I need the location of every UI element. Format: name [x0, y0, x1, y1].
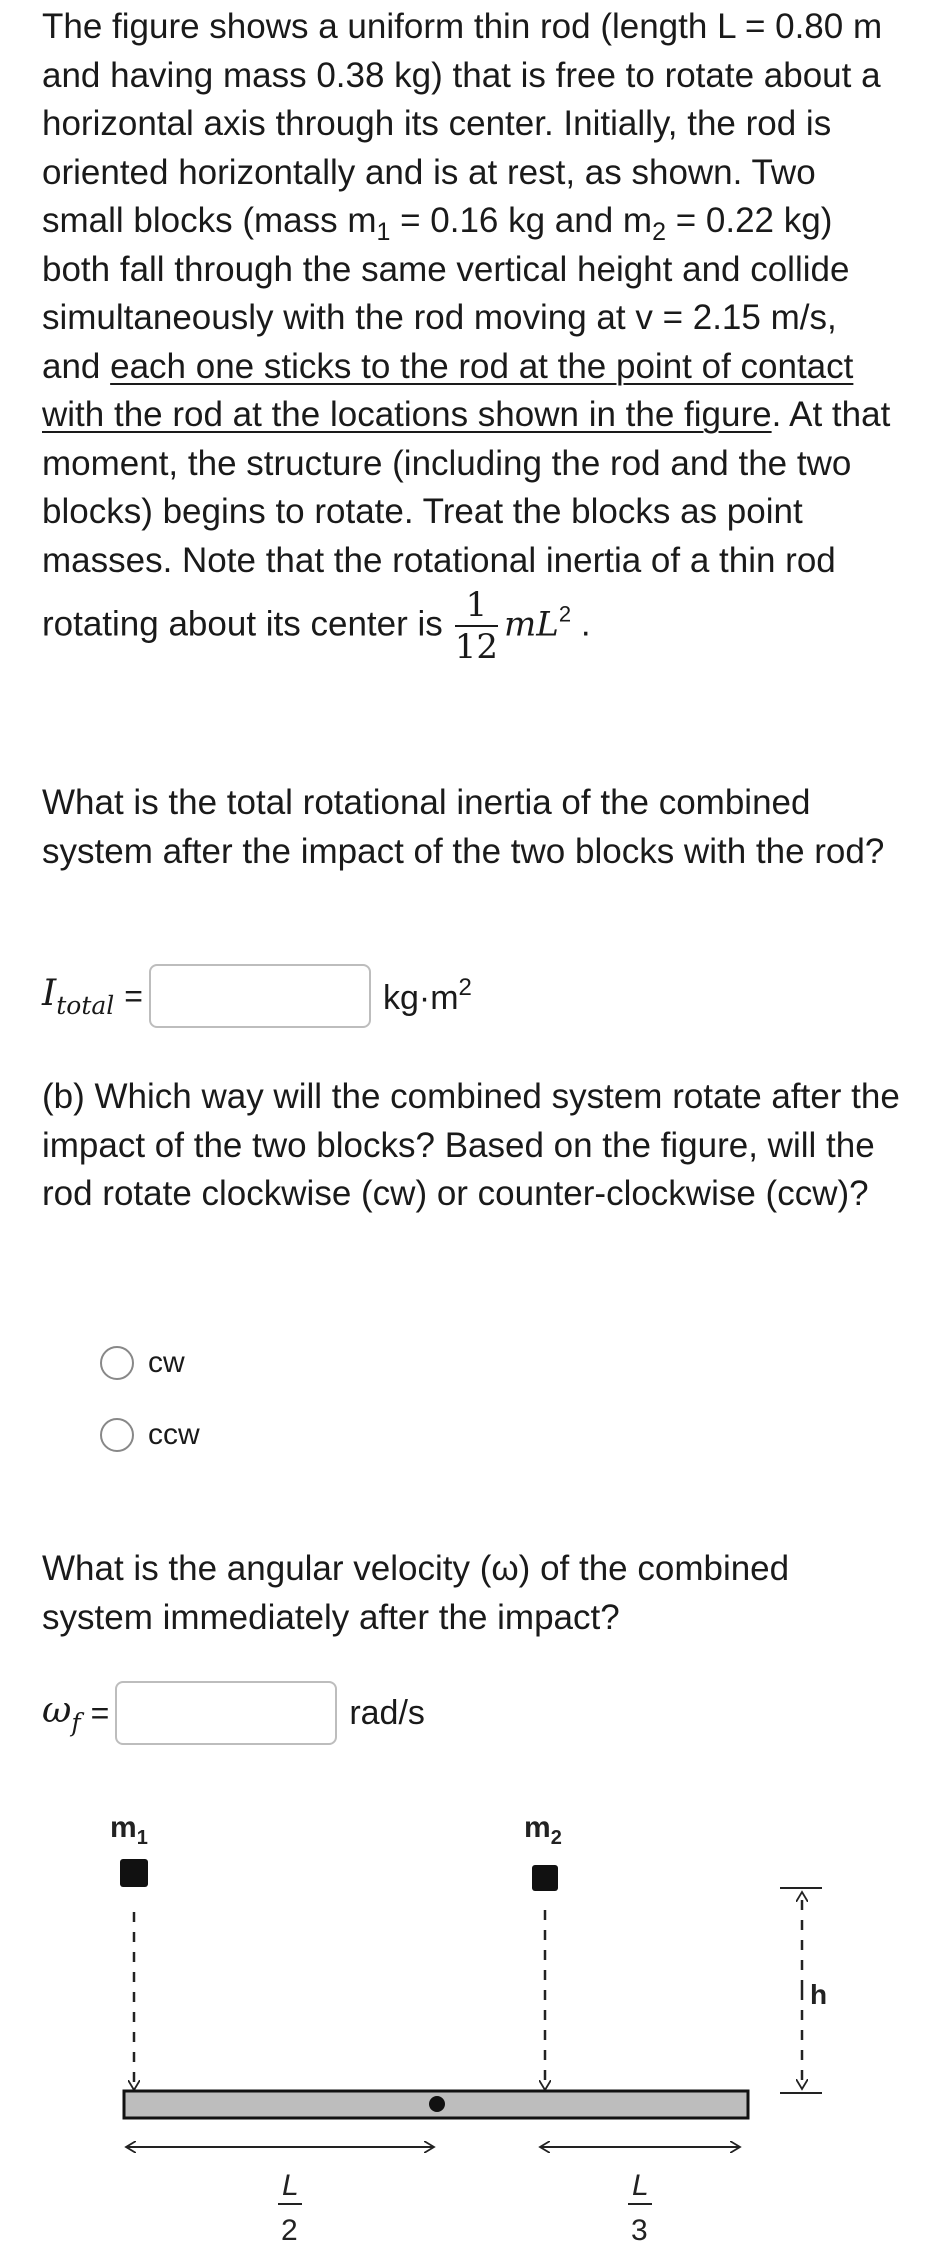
option-cw[interactable]	[100, 1346, 185, 1380]
problem-statement	[42, 3, 902, 667]
fraction-denominator: 12	[454, 627, 499, 667]
ccw-label: ccw	[148, 1418, 200, 1451]
inertia-subscript: total	[56, 990, 115, 1020]
formula-exponent: 2	[558, 601, 572, 627]
pivot-point	[429, 2096, 445, 2112]
inertia-unit-text: kg·m	[382, 979, 459, 1017]
inertia-variable	[42, 973, 114, 1020]
inertia-unit-exponent: 2	[458, 974, 472, 1001]
fraction-numerator: 1	[455, 585, 498, 627]
cw-label: cw	[148, 1346, 185, 1379]
omega-variable	[42, 1690, 81, 1737]
right-distance-denominator: 3	[631, 2214, 648, 2243]
intro-text-4: . At that moment, the structure (including the rod and the two blocks) begins to rotate. Treat the blocks as point masses. Note that the rotational inertia of a thin rod rotating about its center is	[42, 395, 891, 644]
left-distance-numerator: L	[282, 2169, 299, 2202]
formula-end: .	[571, 604, 591, 644]
equals-sign: =	[124, 977, 143, 1014]
intro-text-3: = 0.22 kg) both fall through the same vertical height and collide simultaneously with the rod moving at v = 2.15 m/s, and	[42, 201, 850, 386]
intro-text-2: = 0.16 kg and m	[390, 201, 653, 240]
part-c-answer-row	[42, 1681, 425, 1745]
m1-block	[120, 1859, 148, 1887]
total-inertia-input[interactable]	[149, 964, 371, 1028]
m2-subscript: 2	[652, 218, 666, 246]
inertia-unit	[383, 974, 472, 1018]
inertia-formula-fraction	[455, 585, 498, 667]
ccw-radio[interactable]	[100, 1418, 134, 1452]
intro-underlined: each one sticks to the rod at the point of contact with the rod at the locations shown in the figure	[42, 346, 854, 434]
angular-velocity-input[interactable]	[115, 1681, 337, 1745]
rod-figure	[0, 1800, 928, 2243]
height-label: h	[810, 1979, 828, 2010]
right-distance-numerator: L	[632, 2169, 649, 2202]
part-c-question: What is the angular velocity (ω) of the combined system immediately after the impact?	[42, 1549, 790, 1637]
m1-label: $m_1$	[110, 1811, 148, 1849]
inertia-symbol: I	[42, 972, 57, 1014]
cw-radio[interactable]	[100, 1346, 134, 1380]
omega-symbol: ω	[42, 1689, 72, 1731]
part-a-answer-row	[42, 964, 472, 1028]
angular-velocity-unit: rad/s	[349, 1693, 425, 1732]
part-b-question: (b) Which way will the combined system rotate after the impact of the two blocks? Based on the figure, will the rod rotate clockwise (cw) or counter-clockwise (ccw)?	[42, 1077, 900, 1213]
formula-body: mL	[504, 604, 559, 645]
option-ccw[interactable]	[100, 1418, 200, 1452]
equals-sign: =	[90, 1694, 110, 1731]
m2-label: $m_2$	[524, 1811, 562, 1849]
m2-block	[532, 1865, 558, 1891]
m1-subscript: 1	[376, 218, 391, 246]
omega-subscript: f	[71, 1707, 81, 1737]
part-a-question: What is the total rotational inertia of the combined system after the impact of the two blocks with the rod?	[42, 783, 885, 871]
left-distance-denominator: 2	[281, 2214, 298, 2243]
intro-text-1: The figure shows a uniform thin rod (length L = 0.80 m and having mass 0.38 kg) that is free to rotate about a horizontal axis through its center. Initially, the rod is oriented horizontally and is at rest, as shown. Two small blocks (mass m	[42, 7, 883, 240]
